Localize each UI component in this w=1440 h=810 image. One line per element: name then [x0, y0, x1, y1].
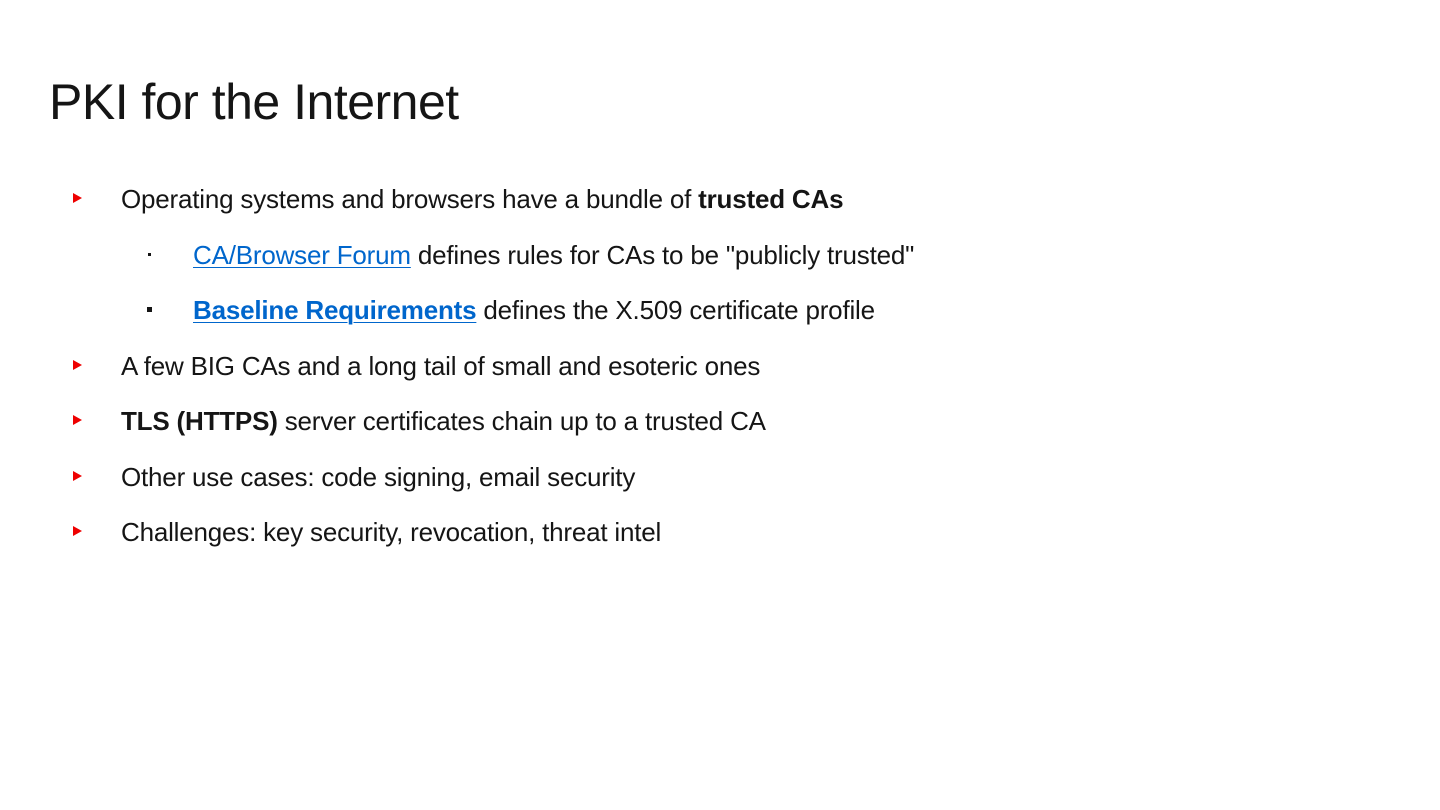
red-triangle-bullet-icon: [73, 415, 82, 425]
bullet-text: Challenges: key security, revocation, threat intel: [121, 517, 662, 547]
sub-bullet-cab-forum: [193, 238, 914, 272]
sub-bullet-baseline-requirements: [193, 293, 875, 327]
small-dot-bullet-icon: [148, 253, 151, 256]
bullet-item-use-cases: [121, 460, 635, 494]
bullet-text: Operating systems and browsers have a bundle of: [121, 184, 699, 214]
cab-forum-link[interactable]: CA/Browser Forum: [193, 240, 411, 270]
bullet-bold-text: TLS (HTTPS): [121, 406, 278, 436]
sub-bullet-text: defines rules for CAs to be "publicly trusted": [410, 240, 915, 270]
slide-title: PKI for the Internet: [49, 74, 459, 130]
bullet-bold-text: trusted CAs: [698, 184, 844, 214]
sub-bullet-text: defines the X.509 certificate profile: [476, 295, 875, 325]
bullet-item-big-cas: [121, 349, 760, 383]
red-triangle-bullet-icon: [73, 471, 82, 481]
square-bullet-icon: [147, 307, 152, 312]
bullet-item-challenges: [121, 515, 661, 549]
bullet-text: Other use cases: code signing, email security: [121, 462, 636, 492]
bullet-item-trusted-cas: [121, 182, 843, 216]
baseline-requirements-link[interactable]: Baseline Requirements: [193, 295, 477, 325]
red-triangle-bullet-icon: [73, 526, 82, 536]
red-triangle-bullet-icon: [73, 193, 82, 203]
bullet-text: server certificates chain up to a trusted CA: [277, 406, 766, 436]
bullet-text: A few BIG CAs and a long tail of small and esoteric ones: [121, 351, 761, 381]
bullet-item-tls: [121, 404, 766, 438]
red-triangle-bullet-icon: [73, 360, 82, 370]
